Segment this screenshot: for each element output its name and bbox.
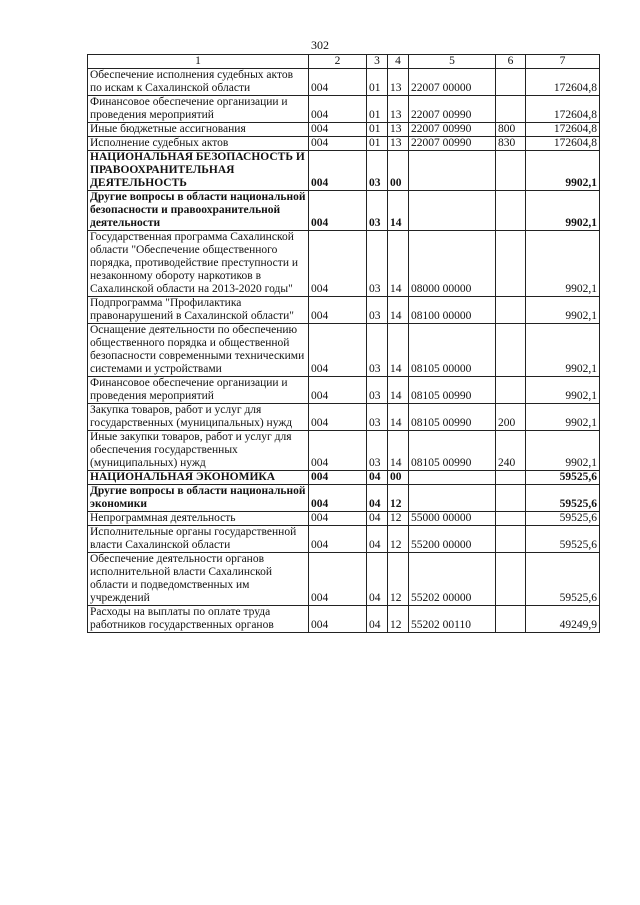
table-row (88, 231, 600, 297)
expense-type-cell (496, 96, 526, 123)
target-article-cell: 08105 00000 (409, 324, 496, 377)
section-code-cell: 03 (367, 404, 388, 431)
expense-type-cell (496, 231, 526, 297)
amount-cell: 9902,1 (526, 324, 600, 377)
amount-cell: 172604,8 (526, 123, 600, 137)
page-number: 302 (311, 38, 329, 52)
department-code-cell: 004 (309, 151, 367, 191)
row-name-cell: Иные закупки товаров, работ и услуг для обеспечения государственных (муниципальных) нужд (88, 431, 309, 471)
section-code-cell: 04 (367, 606, 388, 633)
target-article-cell: 08105 00990 (409, 377, 496, 404)
expense-type-cell (496, 69, 526, 96)
section-code-cell: 03 (367, 297, 388, 324)
subsection-code-cell: 14 (388, 191, 409, 231)
table-row (88, 404, 600, 431)
subsection-code-cell: 12 (388, 526, 409, 553)
department-code-cell: 004 (309, 606, 367, 633)
department-code-cell: 004 (309, 471, 367, 485)
section-code-cell: 03 (367, 231, 388, 297)
target-article-cell: 55200 00000 (409, 526, 496, 553)
amount-cell: 49249,9 (526, 606, 600, 633)
expense-type-cell: 200 (496, 404, 526, 431)
section-code-cell: 03 (367, 377, 388, 404)
subsection-code-cell: 13 (388, 96, 409, 123)
table-row (88, 123, 600, 137)
subsection-code-cell: 13 (388, 137, 409, 151)
target-article-cell: 22007 00990 (409, 96, 496, 123)
department-code-cell: 004 (309, 297, 367, 324)
row-name-cell: Финансовое обеспечение организации и проведения мероприятий (88, 96, 309, 123)
expense-type-cell (496, 471, 526, 485)
section-code-cell: 04 (367, 553, 388, 606)
department-code-cell: 004 (309, 231, 367, 297)
section-code-cell: 03 (367, 151, 388, 191)
department-code-cell: 004 (309, 526, 367, 553)
row-name-cell: Другие вопросы в области национальной экономики (88, 485, 309, 512)
target-article-cell: 55202 00110 (409, 606, 496, 633)
section-code-cell: 01 (367, 137, 388, 151)
section-code-cell: 03 (367, 191, 388, 231)
row-name-cell: Финансовое обеспечение организации и проведения мероприятий (88, 377, 309, 404)
department-code-cell: 004 (309, 431, 367, 471)
department-code-cell: 004 (309, 191, 367, 231)
target-article-cell: 22007 00990 (409, 137, 496, 151)
row-name-cell: НАЦИОНАЛЬНАЯ ЭКОНОМИКА (88, 471, 309, 485)
amount-cell: 9902,1 (526, 404, 600, 431)
column-header: 5 (409, 55, 496, 69)
amount-cell: 59525,6 (526, 526, 600, 553)
section-code-cell: 04 (367, 485, 388, 512)
budget-table (87, 54, 600, 633)
section-code-cell: 01 (367, 123, 388, 137)
department-code-cell: 004 (309, 377, 367, 404)
row-name-cell: Исполнительные органы государственной власти Сахалинской области (88, 526, 309, 553)
amount-cell: 9902,1 (526, 151, 600, 191)
amount-cell: 9902,1 (526, 431, 600, 471)
subsection-code-cell: 14 (388, 324, 409, 377)
column-header: 3 (367, 55, 388, 69)
row-name-cell: Иные бюджетные ассигнования (88, 123, 309, 137)
amount-cell: 172604,8 (526, 69, 600, 96)
column-header: 6 (496, 55, 526, 69)
table-row (88, 96, 600, 123)
subsection-code-cell: 12 (388, 606, 409, 633)
subsection-code-cell: 14 (388, 431, 409, 471)
expense-type-cell (496, 151, 526, 191)
row-name-cell: Обеспечение деятельности органов исполнительной власти Сахалинской области и подведомственных им учреждений (88, 553, 309, 606)
expense-type-cell (496, 377, 526, 404)
section-code-cell: 03 (367, 431, 388, 471)
target-article-cell (409, 151, 496, 191)
department-code-cell: 004 (309, 137, 367, 151)
subsection-code-cell: 12 (388, 553, 409, 606)
expense-type-cell (496, 606, 526, 633)
row-name-cell: Оснащение деятельности по обеспечению общественного порядка и общественной безопасности современными техническими системами и устройствами (88, 324, 309, 377)
department-code-cell: 004 (309, 96, 367, 123)
table-row (88, 553, 600, 606)
expense-type-cell (496, 324, 526, 377)
amount-cell: 9902,1 (526, 231, 600, 297)
amount-cell: 59525,6 (526, 512, 600, 526)
section-code-cell: 01 (367, 69, 388, 96)
row-name-cell: Исполнение судебных актов (88, 137, 309, 151)
target-article-cell: 08105 00990 (409, 431, 496, 471)
expense-type-cell: 800 (496, 123, 526, 137)
table-row (88, 377, 600, 404)
expense-type-cell: 240 (496, 431, 526, 471)
table-row (88, 69, 600, 96)
row-name-cell: Подпрограмма "Профилактика правонарушений в Сахалинской области" (88, 297, 309, 324)
target-article-cell: 08105 00990 (409, 404, 496, 431)
row-name-cell: Расходы на выплаты по оплате труда работников государственных органов (88, 606, 309, 633)
amount-cell: 172604,8 (526, 137, 600, 151)
subsection-code-cell: 00 (388, 151, 409, 191)
column-header: 1 (88, 55, 309, 69)
table-row (88, 471, 600, 485)
department-code-cell: 004 (309, 69, 367, 96)
expense-type-cell (496, 485, 526, 512)
table-row (88, 191, 600, 231)
department-code-cell: 004 (309, 123, 367, 137)
column-header: 4 (388, 55, 409, 69)
expense-type-cell (496, 526, 526, 553)
expense-type-cell (496, 553, 526, 606)
subsection-code-cell: 14 (388, 377, 409, 404)
table-row (88, 137, 600, 151)
department-code-cell: 004 (309, 512, 367, 526)
subsection-code-cell: 13 (388, 69, 409, 96)
department-code-cell: 004 (309, 485, 367, 512)
amount-cell: 172604,8 (526, 96, 600, 123)
target-article-cell: 55000 00000 (409, 512, 496, 526)
column-header: 2 (309, 55, 367, 69)
row-name-cell: Закупка товаров, работ и услуг для государственных (муниципальных) нужд (88, 404, 309, 431)
department-code-cell: 004 (309, 553, 367, 606)
amount-cell: 59525,6 (526, 485, 600, 512)
table-row (88, 512, 600, 526)
table-body (88, 69, 600, 633)
expense-type-cell (496, 297, 526, 324)
expense-type-cell (496, 191, 526, 231)
amount-cell: 9902,1 (526, 297, 600, 324)
table-header-row (88, 55, 600, 69)
subsection-code-cell: 14 (388, 231, 409, 297)
row-name-cell: Непрограммная деятельность (88, 512, 309, 526)
amount-cell: 59525,6 (526, 471, 600, 485)
table-row (88, 324, 600, 377)
subsection-code-cell: 14 (388, 297, 409, 324)
table-row (88, 526, 600, 553)
subsection-code-cell: 14 (388, 404, 409, 431)
amount-cell: 9902,1 (526, 377, 600, 404)
section-code-cell: 03 (367, 324, 388, 377)
section-code-cell: 01 (367, 96, 388, 123)
subsection-code-cell: 12 (388, 485, 409, 512)
table-row (88, 485, 600, 512)
table-row (88, 297, 600, 324)
expense-type-cell: 830 (496, 137, 526, 151)
row-name-cell: Государственная программа Сахалинской области "Обеспечение общественного порядка, противодействие преступности и незаконному обороту наркотиков в Сахалинской области на 2013-2020 годы" (88, 231, 309, 297)
section-code-cell: 04 (367, 471, 388, 485)
department-code-cell: 004 (309, 404, 367, 431)
expense-type-cell (496, 512, 526, 526)
row-name-cell: НАЦИОНАЛЬНАЯ БЕЗОПАСНОСТЬ И ПРАВООХРАНИТЕЛЬНАЯ ДЕЯТЕЛЬНОСТЬ (88, 151, 309, 191)
target-article-cell: 08100 00000 (409, 297, 496, 324)
target-article-cell (409, 471, 496, 485)
target-article-cell: 22007 00990 (409, 123, 496, 137)
target-article-cell (409, 191, 496, 231)
target-article-cell: 08000 00000 (409, 231, 496, 297)
amount-cell: 9902,1 (526, 191, 600, 231)
subsection-code-cell: 13 (388, 123, 409, 137)
row-name-cell: Обеспечение исполнения судебных актов по искам к Сахалинской области (88, 69, 309, 96)
amount-cell: 59525,6 (526, 553, 600, 606)
department-code-cell: 004 (309, 324, 367, 377)
target-article-cell (409, 485, 496, 512)
table-row (88, 606, 600, 633)
table-row (88, 431, 600, 471)
column-header: 7 (526, 55, 600, 69)
section-code-cell: 04 (367, 526, 388, 553)
table-row (88, 151, 600, 191)
subsection-code-cell: 12 (388, 512, 409, 526)
section-code-cell: 04 (367, 512, 388, 526)
subsection-code-cell: 00 (388, 471, 409, 485)
target-article-cell: 55202 00000 (409, 553, 496, 606)
target-article-cell: 22007 00000 (409, 69, 496, 96)
row-name-cell: Другие вопросы в области национальной безопасности и правоохранительной деятельности (88, 191, 309, 231)
